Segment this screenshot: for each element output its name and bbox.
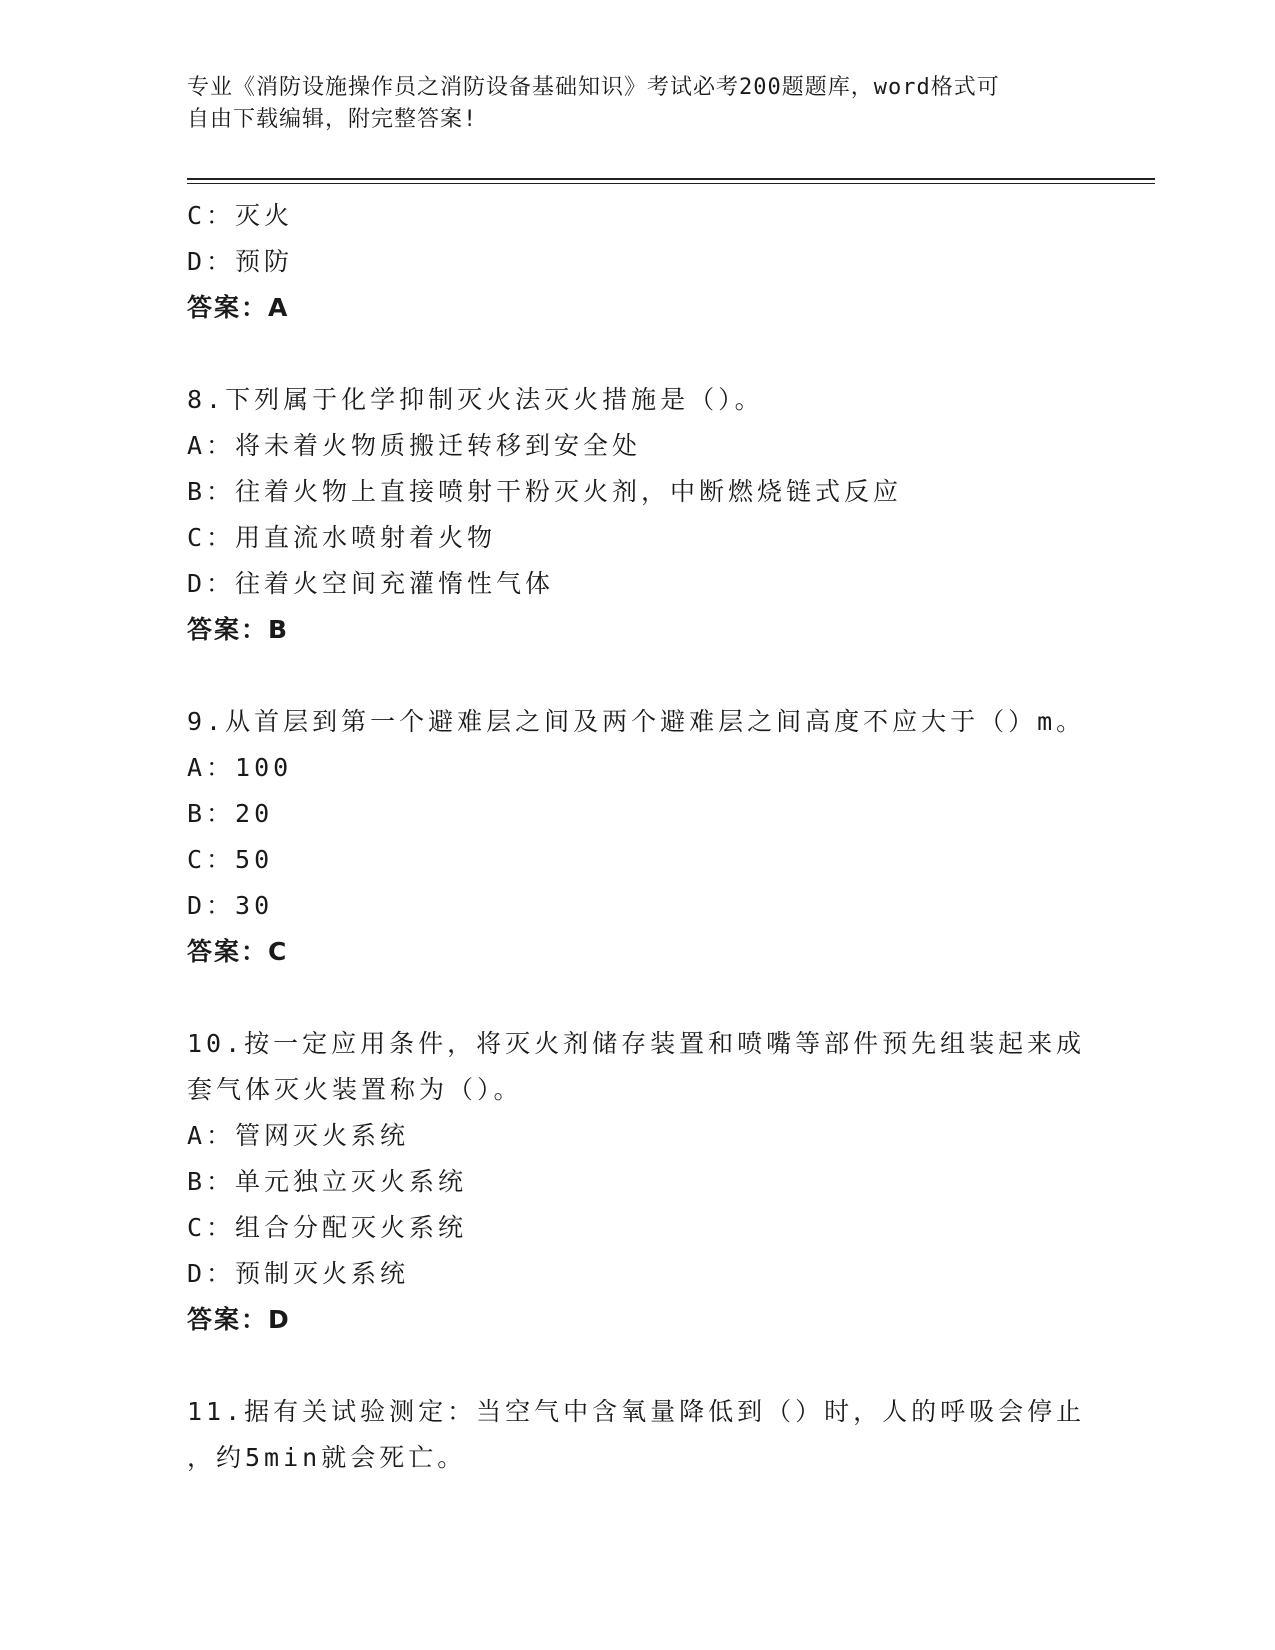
question-stem: 8.下列属于化学抑制灭火法灭火措施是（）。 — [187, 385, 764, 414]
option-d: D：预防 — [187, 247, 294, 276]
spacer — [187, 1343, 1087, 1389]
question-list — [187, 193, 1087, 1481]
question-stem: 9.从首层到第一个避难层之间及两个避难层之间高度不应大于（）m。 — [187, 707, 1086, 736]
option-d: D：往着火空间充灌惰性气体 — [187, 569, 555, 598]
answer-line: 答案：D — [187, 1305, 291, 1334]
spacer — [187, 975, 1087, 1021]
option-b: B：20 — [187, 799, 274, 828]
question-stem-continued: ，约5min就会死亡。 — [187, 1443, 467, 1472]
option-b: B：单元独立灭火系统 — [187, 1167, 468, 1196]
header-divider-thin — [187, 183, 1155, 184]
option-a: A：将未着火物质搬迁转移到安全处 — [187, 431, 642, 460]
option-d: D：预制灭火系统 — [187, 1259, 410, 1288]
question-item — [187, 377, 1087, 653]
option-c: C：用直流水喷射着火物 — [187, 523, 497, 552]
spacer — [187, 653, 1087, 699]
question-continued — [187, 193, 1087, 331]
header-divider-thick — [187, 178, 1155, 180]
document-header — [187, 72, 1067, 136]
header-line-1: 专业《消防设施操作员之消防设备基础知识》考试必考200题题库，word格式可 — [187, 75, 1000, 100]
question-stem-continued: 套气体灭火装置称为（）。 — [187, 1075, 523, 1104]
question-stem: 10.按一定应用条件，将灭火剂储存装置和喷嘴等部件预先组装起来成 — [187, 1029, 1086, 1058]
question-item — [187, 1389, 1087, 1481]
answer-line: 答案：A — [187, 293, 290, 322]
option-c: C：灭火 — [187, 201, 294, 230]
header-line-2: 自由下载编辑，附完整答案! — [187, 107, 478, 132]
option-c: C：组合分配灭火系统 — [187, 1213, 468, 1242]
question-stem: 11.据有关试验测定：当空气中含氧量降低到（）时，人的呼吸会停止 — [187, 1397, 1086, 1426]
option-b: B：往着火物上直接喷射干粉灭火剂，中断燃烧链式反应 — [187, 477, 903, 506]
answer-line: 答案：C — [187, 937, 289, 966]
option-c: C：50 — [187, 845, 274, 874]
option-a: A：管网灭火系统 — [187, 1121, 410, 1150]
question-item — [187, 699, 1087, 975]
question-item — [187, 1021, 1087, 1343]
option-a: A：100 — [187, 753, 293, 782]
spacer — [187, 331, 1087, 377]
answer-line: 答案：B — [187, 615, 290, 644]
option-d: D：30 — [187, 891, 274, 920]
